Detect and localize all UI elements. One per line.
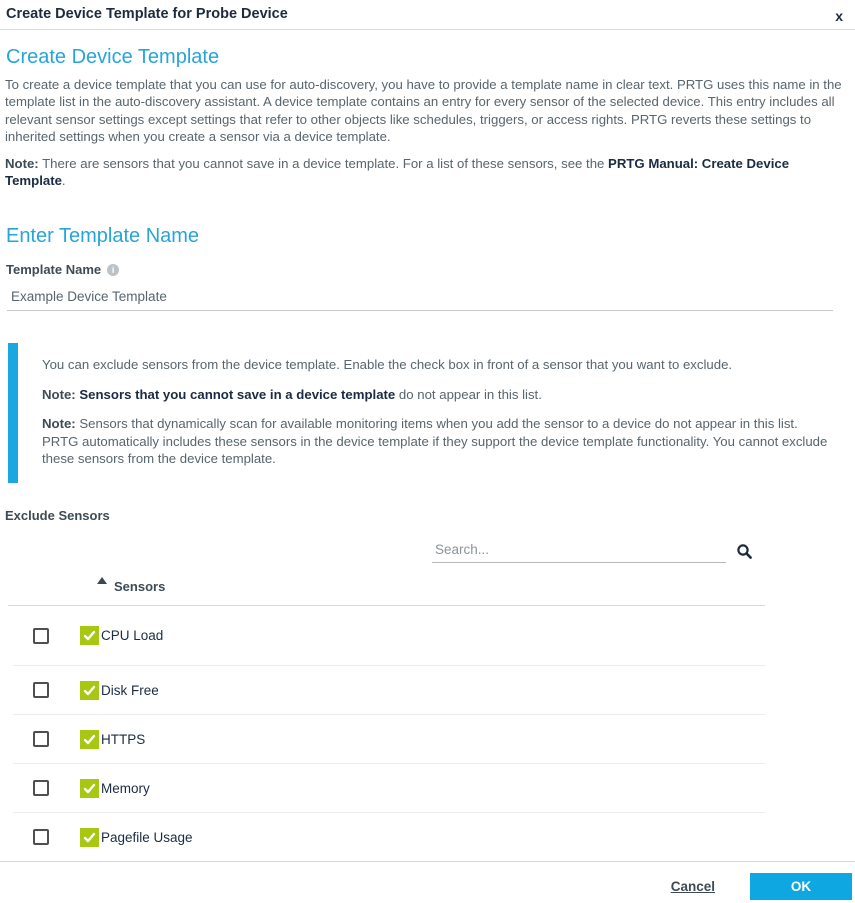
exclude-checkbox[interactable]: [33, 731, 49, 747]
note-label: Note:: [5, 155, 39, 171]
intro-heading: Create Device Template: [6, 46, 220, 68]
sensor-ok-icon: [80, 626, 99, 645]
sensors-column-label: Sensors: [114, 579, 166, 595]
dialog-header: [0, 0, 855, 30]
info-icon[interactable]: i: [107, 264, 119, 276]
exclude-checkbox[interactable]: [33, 628, 49, 644]
info-box-paragraph: Note: Sensors that dynamically scan for available monitoring items when you add the sensor to a device do not appear in this list. PRTG automatically includes these sensors in the device template if they support the device template functionality. You cannot exclude these sensors from the device template.: [42, 416, 828, 467]
manual-link[interactable]: PRTG Manual: Create Device Template: [5, 155, 790, 189]
table-row: [13, 813, 765, 862]
info-box: [8, 343, 847, 483]
search-input[interactable]: [432, 540, 726, 563]
sensor-name: HTTPS: [101, 731, 146, 747]
sensor-table: [0, 606, 855, 862]
sensor-name: CPU Load: [101, 628, 164, 644]
exclude-checkbox[interactable]: [33, 780, 49, 796]
sensor-ok-icon: [80, 779, 99, 798]
intro-note: Note: There are sensors that you cannot save in a device template. For a list of these sensors, see the PRTG Manual: Create Device Template.: [5, 155, 790, 189]
cancel-button[interactable]: Cancel: [670, 879, 715, 894]
sensor-name: Memory: [101, 780, 150, 796]
sensor-name: Disk Free: [101, 682, 159, 698]
sensor-ok-icon: [80, 730, 99, 749]
dialog-footer: [0, 861, 855, 903]
sensor-ok-icon: [80, 681, 99, 700]
close-icon[interactable]: x: [835, 8, 843, 24]
table-row: [13, 606, 765, 666]
sort-ascending-icon[interactable]: [97, 577, 107, 584]
exclude-sensors-label: Exclude Sensors: [5, 508, 110, 524]
search-row: [0, 539, 855, 563]
template-name-heading: Enter Template Name: [6, 225, 200, 248]
table-row: [13, 666, 765, 715]
info-box-paragraph: You can exclude sensors from the device template. Enable the check box in front of a sensor that you want to exclude.: [42, 357, 733, 373]
table-row: [13, 764, 765, 813]
note-label: Note:: [42, 416, 76, 432]
sensor-ok-icon: [80, 828, 99, 847]
search-icon[interactable]: [736, 543, 753, 560]
cannot-save-sensors-link[interactable]: Sensors that you cannot save in a device template: [79, 386, 396, 402]
template-name-label: Template Name: [6, 262, 102, 278]
exclude-checkbox[interactable]: [33, 829, 49, 845]
note-label: Note:: [42, 386, 76, 402]
intro-body: To create a device template that you can use for auto-discovery, you have to provide a template name in clear text. PRTG uses this name in the template list in the auto-discovery assistant. A device template contains an entry for every sensor of the selected device. This entry includes all relevant sensor settings except settings that refer to other objects like schedules, triggers, or access rights. PRTG reverts these settings to inherited settings when you create a sensor via a device template.: [5, 77, 842, 145]
sensors-column-header[interactable]: [8, 575, 765, 606]
exclude-checkbox[interactable]: [33, 682, 49, 698]
dialog-title: Create Device Template for Probe Device: [6, 6, 288, 22]
sensor-name: Pagefile Usage: [101, 829, 193, 845]
info-box-paragraph: Note: Sensors that you cannot save in a device template do not appear in this list.: [42, 386, 542, 402]
template-name-input[interactable]: [7, 283, 833, 311]
table-row: [13, 715, 765, 764]
template-name-label-row: [6, 262, 855, 277]
ok-button[interactable]: OK: [750, 873, 852, 900]
